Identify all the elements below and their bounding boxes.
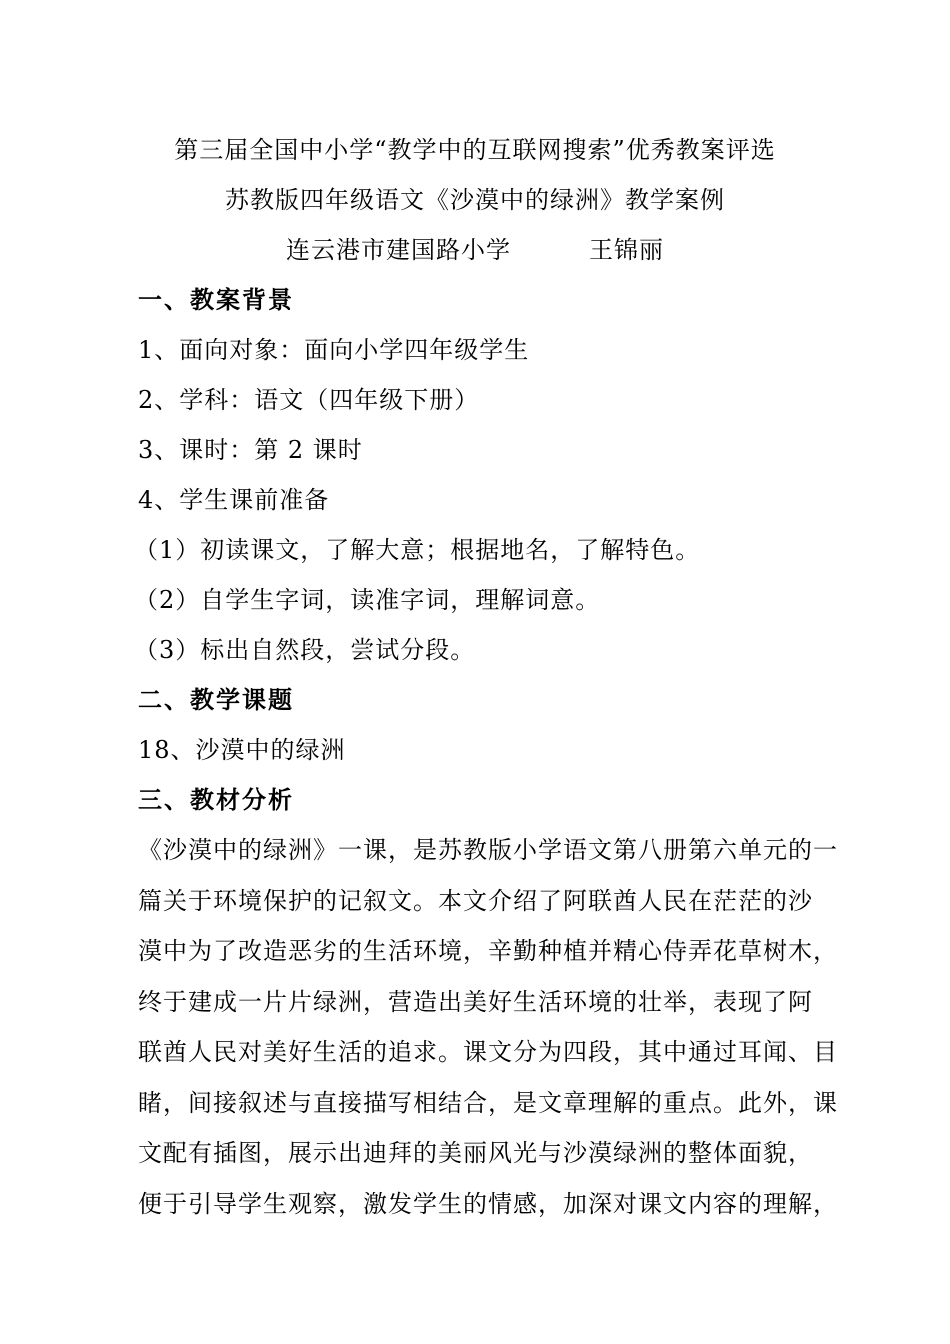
paragraph-line: 漠中为了改造恶劣的生活环境，辛勤种植并精心侍弄花草树木， <box>138 937 838 965</box>
list-item: 1、面向对象：面向小学四年级学生 <box>138 336 530 364</box>
paragraph-line: 终于建成一片片绿洲，营造出美好生活环境的壮举，表现了阿 <box>138 987 813 1016</box>
sub-list-item: （1）初读课文，了解大意；根据地名，了解特色。 <box>134 536 701 564</box>
section-heading-background: 一、教案背景 <box>138 286 294 314</box>
section-heading-topic: 二、教学课题 <box>138 686 294 714</box>
author-school: 连云港市建国路小学 <box>286 236 511 264</box>
paragraph-line: 便于引导学生观察，激发学生的情感，加深对课文内容的理解， <box>138 1189 838 1218</box>
sub-list-item: （3）标出自然段，尝试分段。 <box>134 636 476 664</box>
sub-list-item: （2）自学生字词，读准字词，理解词意。 <box>134 586 601 614</box>
paragraph-line: 联酋人民对美好生活的追求。课文分为四段，其中通过耳闻、目 <box>138 1038 838 1066</box>
section-heading-analysis: 三、教材分析 <box>138 786 294 814</box>
paragraph-line: 《沙漠中的绿洲》一课，是苏教版小学语文第八册第六单元的一 <box>138 836 838 864</box>
paragraph-line: 睹，间接叙述与直接描写相结合，是文章理解的重点。此外，课 <box>138 1088 838 1117</box>
list-item: 3、课时：第 2 课时 <box>138 436 363 464</box>
list-item: 4、学生课前准备 <box>138 486 330 514</box>
document-title-line2: 苏教版四年级语文《沙漠中的绿洲》教学案例 <box>225 186 725 214</box>
analysis-paragraph <box>138 825 838 1229</box>
author-name: 王锦丽 <box>589 236 664 264</box>
document-title-line1: 第三届全国中小学“教学中的互联网搜索”优秀教案评选 <box>174 136 776 164</box>
paragraph-line: 篇关于环境保护的记叙文。本文介绍了阿联酋人民在茫茫的沙 <box>138 886 813 915</box>
author-line <box>0 233 950 267</box>
lesson-topic: 18、沙漠中的绿洲 <box>138 736 346 764</box>
list-item: 2、学科：语文（四年级下册） <box>138 386 480 414</box>
paragraph-line: 文配有插图，展示出迪拜的美丽风光与沙漠绿洲的整体面貌， <box>138 1139 813 1167</box>
